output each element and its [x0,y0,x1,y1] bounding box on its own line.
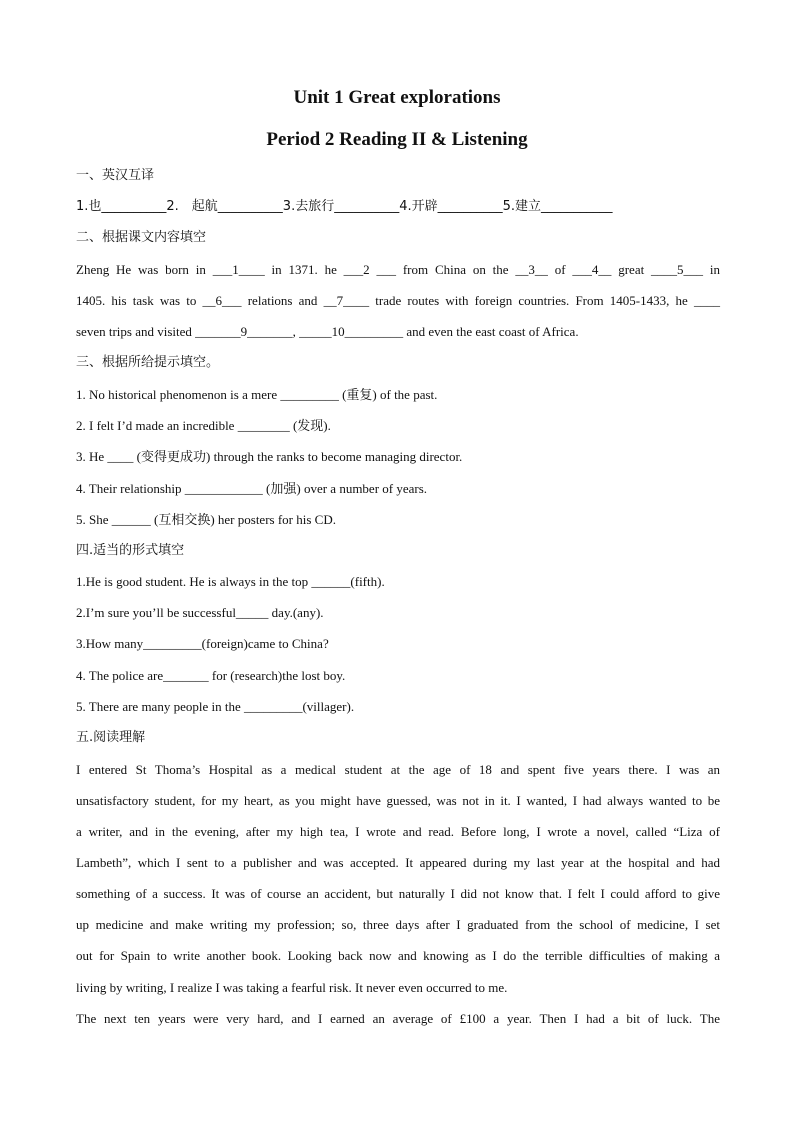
section2-line-1: Zheng He was born in ___1____ in 1371. he ___2 ___ from China on the __3__ of ___4__ great ____5___ in [76,262,720,277]
reading-line-7: out for Spain to write another book. Looking back now and knowing as I do the terrible difficulties of making a [76,948,720,963]
section1-vocab-line: 1.也__________2. 起航__________3.去旅行__________4.开辟__________5.建立___________ [76,199,613,214]
section3-item-4: 4. Their relationship ____________ (加强) over a number of years. [76,481,428,496]
section3-item-3: 3. He ____ (变得更成功) through the ranks to become managing director. [76,449,463,464]
reading-line-5: something of a success. It was of course an accident, but naturally I did not know that. I felt I could afford to give [76,886,720,901]
reading-line-6: up medicine and make writing my profession; so, three days after I graduated from the school of medicine, I set [76,917,720,932]
reading-line-1: I entered St Thoma’s Hospital as a medical student at the age of 18 and spent five years there. I was an [76,762,720,777]
section4-item-4: 4. The police are_______ for (research)the lost boy. [76,668,346,683]
section4-item-5: 5. There are many people in the _________(villager). [76,699,355,714]
reading-line-4: Lambeth”, which I sent to a publisher and was accepted. It appeared during my last year at the hospital and had [76,855,720,870]
reading-line-2: unsatisfactory student, for my heart, as you might have guessed, was not in it. I wanted, I had always wanted to be [76,793,720,808]
section2-line-2: 1405. his task was to __6___ relations and __7____ trade routes with foreign countries. From 1405-1433, he ____ [76,293,720,308]
section2-line-3: seven trips and visited _______9_______, _____10_________ and even the east coast of Africa. [76,324,579,339]
section4-item-1: 1.He is good student. He is always in the top ______(fifth). [76,574,385,589]
section3-heading: 三、根据所给提示填空。 [76,355,220,370]
section4-item-2: 2.I’m sure you’ll be successful_____ day.(any). [76,605,324,620]
section4-item-3: 3.How many_________(foreign)came to China? [76,636,329,651]
section1-heading: 一、英汉互译 [76,168,155,183]
section2-heading: 二、根据课文内容填空 [76,230,207,245]
section3-item-1: 1. No historical phenomenon is a mere _________ (重复) of the past. [76,387,438,402]
section4-heading: 四.适当的形式填空 [76,543,185,558]
section3-item-5: 5. She ______ (互相交换) her posters for his CD. [76,512,336,527]
section3-item-2: 2. I felt I’d made an incredible ________ (发现). [76,418,331,433]
reading-line-3: a writer, and in the evening, after my high tea, I wrote and read. Before long, I wrote a novel, called “Liza of [76,824,720,839]
reading-line-8: living by writing, I realize I was taking a fearful risk. It never even occurred to me. [76,980,508,995]
section5-heading: 五.阅读理解 [76,730,146,745]
document-title: Unit 1 Great explorations [293,87,501,108]
reading-line-9: The next ten years were very hard, and I earned an average of £100 a year. Then I had a bit of luck. The [76,1011,720,1026]
document-subtitle: Period 2 Reading II & Listening [266,129,528,150]
